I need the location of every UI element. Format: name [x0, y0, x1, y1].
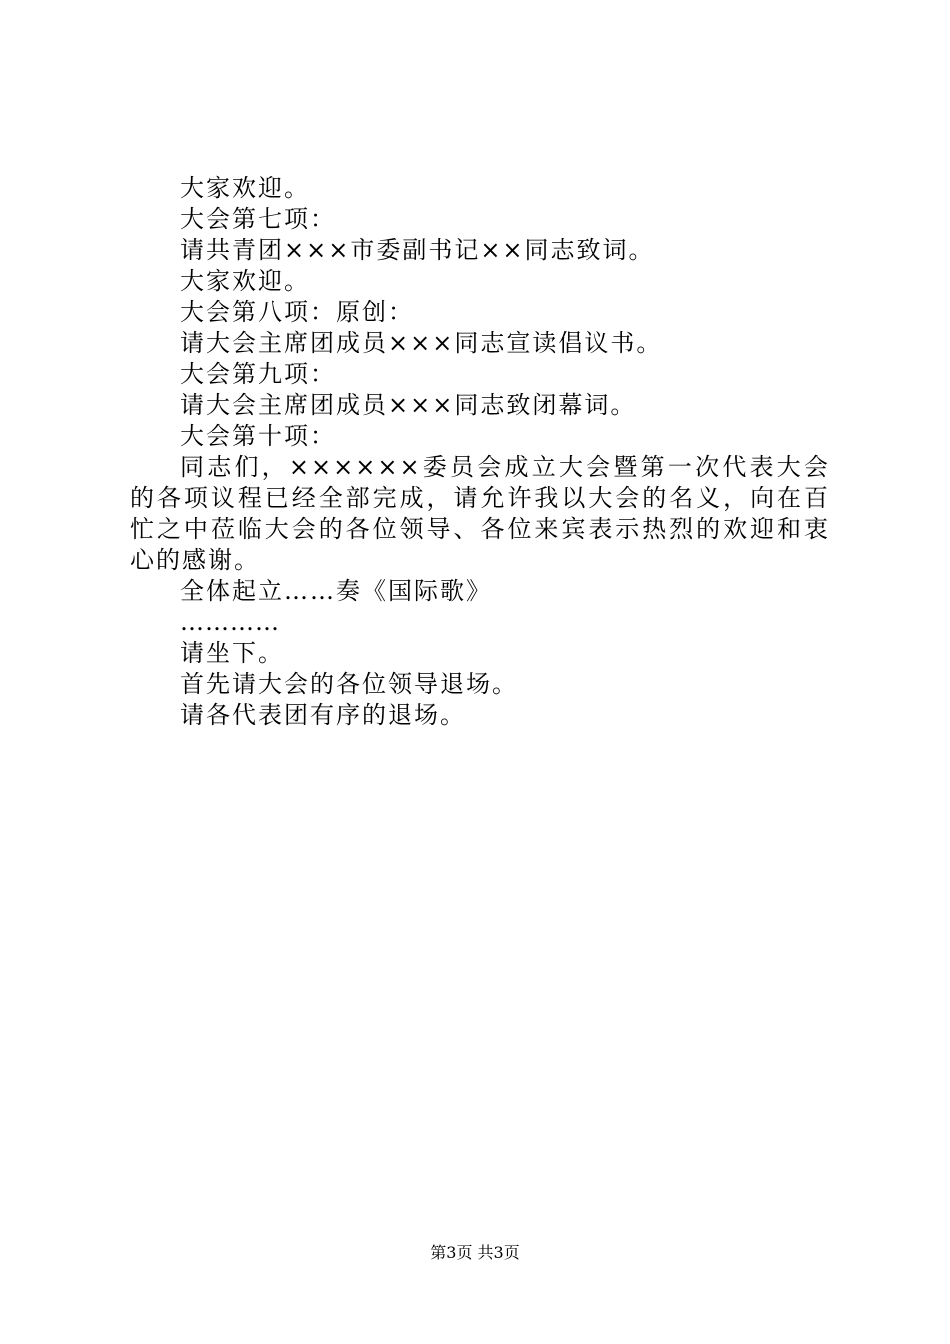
text-line: 请共青团×××市委副书记××同志致词。	[180, 236, 655, 264]
text-line: 大会第七项：	[180, 205, 336, 233]
text-line: 大家欢迎。	[180, 174, 310, 202]
text-line: 大会第十项：	[180, 422, 336, 450]
text-line: 大会第九项：	[180, 360, 336, 388]
text-line: 大家欢迎。	[180, 267, 310, 295]
text-line: 请大会主席团成员×××同志宣读倡议书。	[180, 329, 663, 357]
text-line: 全体起立……奏《国际歌》	[180, 577, 492, 605]
text-line: 请大会主席团成员×××同志致闭幕词。	[180, 391, 637, 419]
text-line: 大会第八项：原创：	[180, 298, 414, 326]
text-line: 请各代表团有序的退场。	[180, 701, 466, 729]
text-line: 请坐下。	[180, 639, 284, 667]
closing-paragraph: 同志们，××××××委员会成立大会暨第一次代表大会的各项议程已经全部完成，请允许我以大会的名义，向在百忙之中莅临大会的各位领导、各位来宾表示热烈的欢迎和衷心的感谢。	[130, 453, 830, 574]
text-line: 首先请大会的各位领导退场。	[180, 670, 518, 698]
page-footer: 第3页 共3页	[430, 1243, 520, 1262]
ellipsis-line: …………	[180, 608, 280, 636]
document-body	[130, 173, 830, 731]
